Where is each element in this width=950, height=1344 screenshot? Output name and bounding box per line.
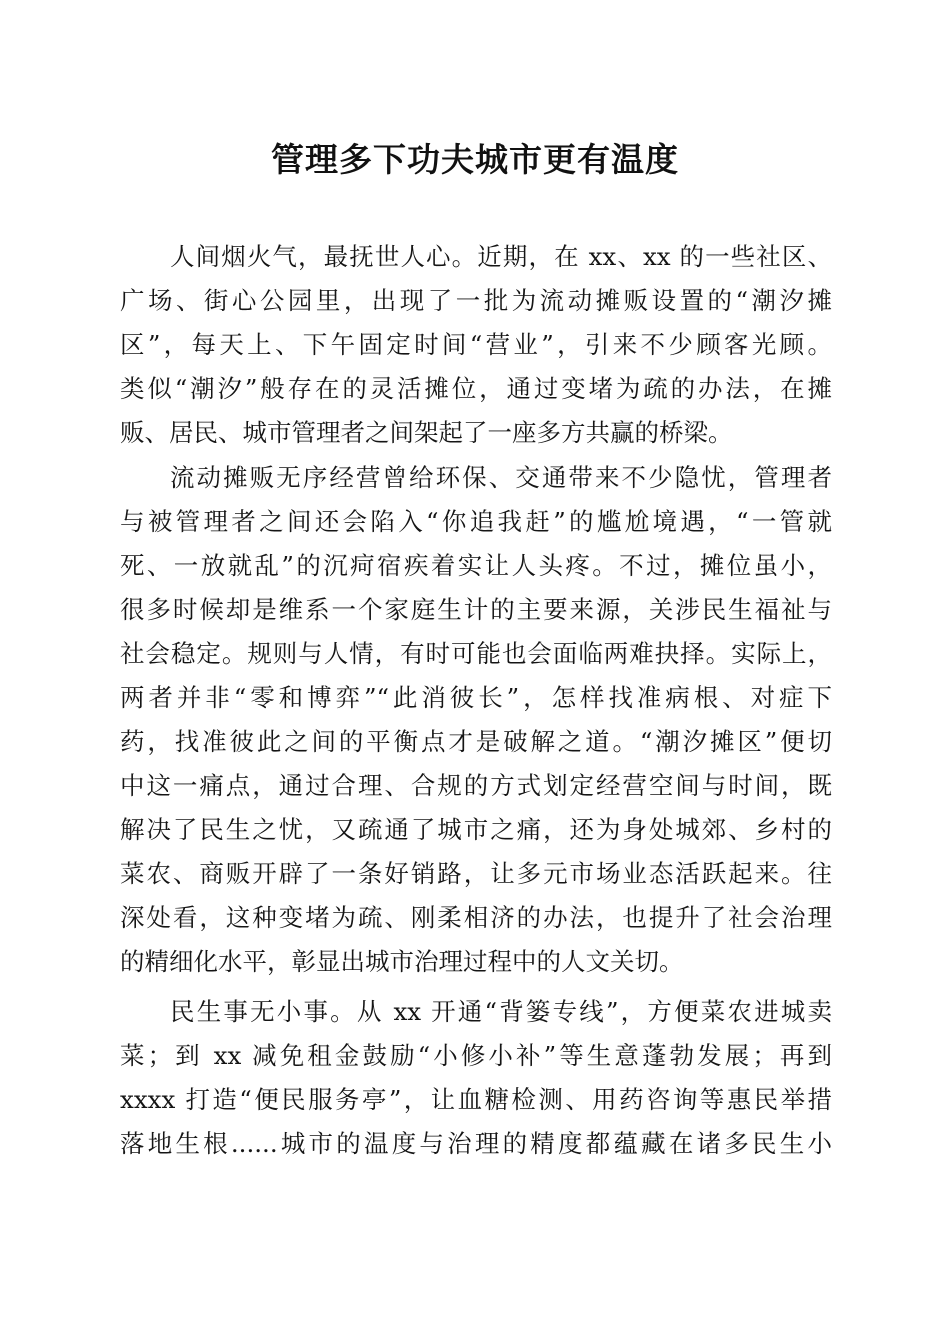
paragraph-line: 社会稳定。规则与人情，有时可能也会面临两难抉择。实际上， <box>120 639 832 668</box>
paragraph-line: 类似“潮汐”般存在的灵活摊位，通过变堵为疏的办法，在摊 <box>120 374 832 403</box>
paragraph-line: 解决了民生之忧，又疏通了城市之痛，还为身处城郊、乡村的 <box>120 815 832 844</box>
paragraph-line: xxxx 打造“便民服务亭”，让血糖检测、用药咨询等惠民举措 <box>120 1085 832 1114</box>
paragraph-line: 菜农、商贩开辟了一条好销路，让多元市场业态活跃起来。往 <box>120 859 832 888</box>
paragraph-line: 药，找准彼此之间的平衡点才是破解之道。“潮汐摊区”便切 <box>120 727 832 756</box>
paragraph-line: 广场、街心公园里，出现了一批为流动摊贩设置的“潮汐摊 <box>120 286 832 315</box>
paragraph-line: 贩、居民、城市管理者之间架起了一座多方共赢的桥梁。 <box>120 418 733 447</box>
paragraph-line: 死、一放就乱”的沉疴宿疾着实让人头疼。不过，摊位虽小， <box>120 551 832 580</box>
paragraph-line: 人间烟火气，最抚世人心。近期，在 xx、xx 的一些社区、 <box>170 242 832 271</box>
document-title: 管理多下功夫城市更有温度 <box>271 140 679 179</box>
paragraph-line: 两者并非“零和博弈”“此消彼长”，怎样找准病根、对症下 <box>120 683 832 712</box>
paragraph-line: 落地生根......城市的温度与治理的精度都蕴藏在诸多民生小 <box>120 1129 832 1158</box>
paragraph-line: 区”，每天上、下午固定时间“营业”，引来不少顾客光顾。 <box>120 330 832 359</box>
paragraph-line: 与被管理者之间还会陷入“你追我赶”的尴尬境遇，“一管就 <box>120 507 832 536</box>
paragraph-line: 深处看，这种变堵为疏、刚柔相济的办法，也提升了社会治理 <box>120 903 832 932</box>
paragraph-line: 菜；到 xx 减免租金鼓励“小修小补”等生意蓬勃发展；再到 <box>120 1041 832 1070</box>
paragraph-line: 中这一痛点，通过合理、合规的方式划定经营空间与时间，既 <box>120 771 832 800</box>
paragraph-line: 民生事无小事。从 xx 开通“背篓专线”，方便菜农进城卖 <box>170 997 832 1026</box>
paragraph-line: 流动摊贩无序经营曾给环保、交通带来不少隐忧，管理者 <box>170 463 832 492</box>
paragraph-line: 很多时候却是维系一个家庭生计的主要来源，关涉民生福祉与 <box>120 595 832 624</box>
paragraph-line: 的精细化水平，彰显出城市治理过程中的人文关切。 <box>120 947 684 976</box>
